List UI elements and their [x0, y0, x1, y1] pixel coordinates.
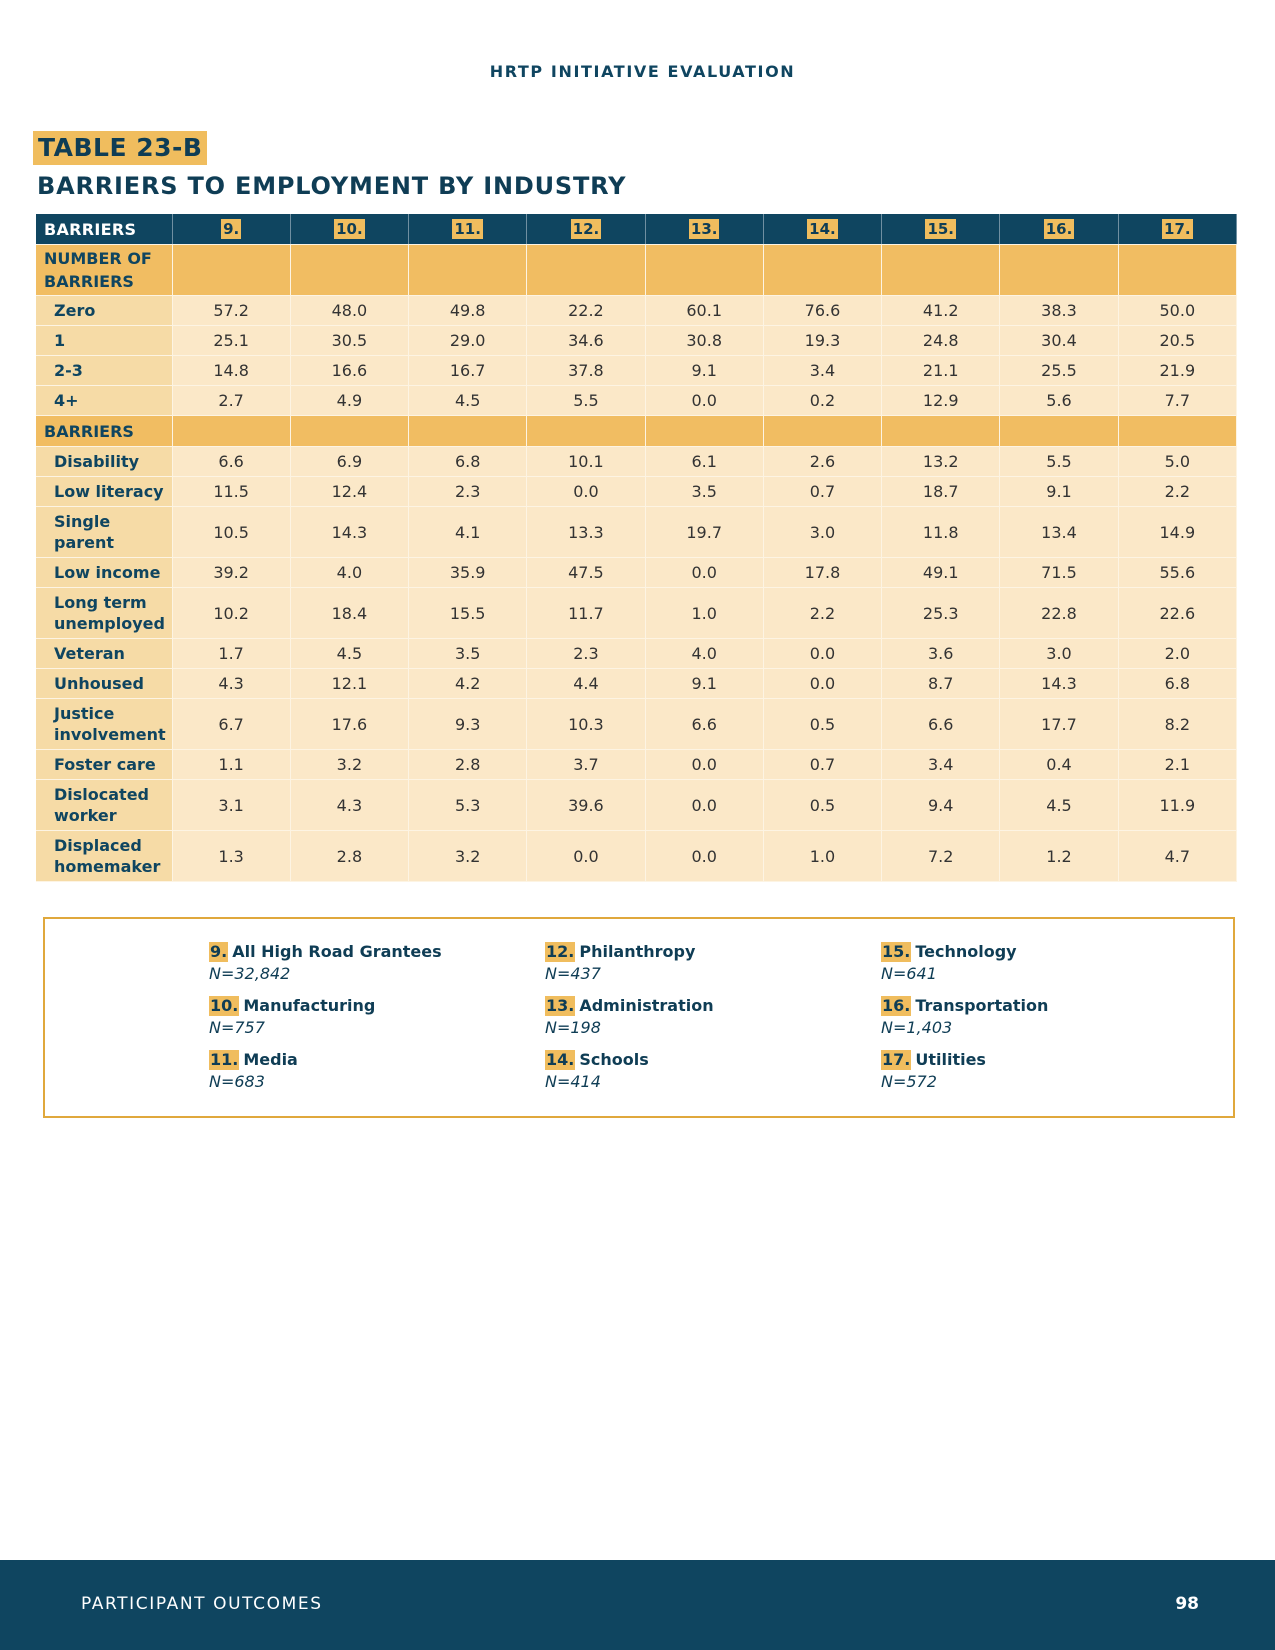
- industry-number-badge: 16.: [1045, 220, 1073, 238]
- legend-sample-size: N=437: [545, 964, 601, 983]
- value-cell: 37.8: [527, 356, 645, 386]
- column-header-industry: [882, 214, 1000, 245]
- value-cell: 13.4: [1000, 507, 1118, 558]
- value-cell: 38.3: [1000, 296, 1118, 326]
- value-cell: 10.1: [527, 447, 645, 477]
- value-cell: 30.4: [1000, 326, 1118, 356]
- table-row: [36, 750, 1237, 780]
- value-cell: 1.2: [1000, 831, 1118, 882]
- value-cell: 11.8: [882, 507, 1000, 558]
- legend-name-text: Schools: [579, 1050, 649, 1069]
- value-cell: 3.0: [1000, 639, 1118, 669]
- column-header-industry: [409, 214, 527, 245]
- value-cell: 2.2: [763, 588, 881, 639]
- value-cell: 1.0: [645, 588, 763, 639]
- legend-name-text: Utilities: [915, 1050, 986, 1069]
- section-filler-cell: [645, 245, 763, 296]
- value-cell: 22.6: [1118, 588, 1236, 639]
- table-row: [36, 507, 1237, 558]
- section-filler-cell: [763, 245, 881, 296]
- legend-name-text: Technology: [915, 942, 1017, 961]
- value-cell: 3.5: [409, 639, 527, 669]
- value-cell: 0.4: [1000, 750, 1118, 780]
- value-cell: 2.6: [763, 447, 881, 477]
- row-label: 4+: [36, 386, 172, 416]
- value-cell: 16.7: [409, 356, 527, 386]
- value-cell: 0.0: [527, 831, 645, 882]
- value-cell: 0.0: [645, 780, 763, 831]
- industry-number-badge: 14.: [809, 220, 836, 238]
- row-label: Veteran: [36, 639, 172, 669]
- value-cell: 0.0: [763, 669, 881, 699]
- value-cell: 6.6: [882, 699, 1000, 750]
- legend-name-text: Manufacturing: [243, 996, 376, 1015]
- section-filler-cell: [1000, 416, 1118, 447]
- table-row: [36, 639, 1237, 669]
- column-header-industry: [763, 214, 881, 245]
- value-cell: 4.4: [527, 669, 645, 699]
- legend-name-text: Transportation: [915, 996, 1049, 1015]
- row-label: Dislocated worker: [36, 780, 172, 831]
- value-cell: 4.5: [290, 639, 408, 669]
- industry-number-badge: 10.: [336, 220, 363, 238]
- value-cell: 21.9: [1118, 356, 1236, 386]
- value-cell: 1.3: [172, 831, 290, 882]
- column-header-industry: [1000, 214, 1118, 245]
- value-cell: 1.1: [172, 750, 290, 780]
- value-cell: 4.3: [172, 669, 290, 699]
- value-cell: 17.8: [763, 558, 881, 588]
- value-cell: 0.0: [645, 386, 763, 416]
- value-cell: 30.5: [290, 326, 408, 356]
- row-label: Displaced homemaker: [36, 831, 172, 882]
- value-cell: 6.9: [290, 447, 408, 477]
- legend-name-text: All High Road Grantees: [232, 942, 442, 961]
- value-cell: 5.6: [1000, 386, 1118, 416]
- value-cell: 25.5: [1000, 356, 1118, 386]
- value-cell: 2.0: [1118, 639, 1236, 669]
- section-filler-cell: [527, 245, 645, 296]
- value-cell: 10.3: [527, 699, 645, 750]
- value-cell: 13.3: [527, 507, 645, 558]
- legend-sample-size: N=32,842: [209, 964, 291, 983]
- barriers-table: [36, 214, 1237, 882]
- value-cell: 0.2: [763, 386, 881, 416]
- industry-number-badge: 11.: [454, 220, 481, 238]
- value-cell: 49.8: [409, 296, 527, 326]
- value-cell: 13.2: [882, 447, 1000, 477]
- value-cell: 0.0: [527, 477, 645, 507]
- section-filler-cell: [172, 245, 290, 296]
- table-row: [36, 831, 1237, 882]
- table-row: [36, 588, 1237, 639]
- section-filler-cell: [1000, 245, 1118, 296]
- value-cell: 4.0: [645, 639, 763, 669]
- legend-sample-size: N=572: [881, 1072, 937, 1091]
- value-cell: 18.7: [882, 477, 1000, 507]
- value-cell: 55.6: [1118, 558, 1236, 588]
- legend-item: [881, 1049, 1201, 1092]
- section-filler-cell: [290, 245, 408, 296]
- value-cell: 8.7: [882, 669, 1000, 699]
- value-cell: 17.6: [290, 699, 408, 750]
- legend-column: [209, 941, 529, 1103]
- value-cell: 10.2: [172, 588, 290, 639]
- row-label: Single parent: [36, 507, 172, 558]
- value-cell: 39.6: [527, 780, 645, 831]
- legend-industry-name: [209, 995, 529, 1017]
- value-cell: 22.2: [527, 296, 645, 326]
- legend-name-text: Philanthropy: [579, 942, 696, 961]
- table-row: [36, 699, 1237, 750]
- value-cell: 11.5: [172, 477, 290, 507]
- row-label: 2-3: [36, 356, 172, 386]
- table-header-row: [36, 214, 1237, 245]
- value-cell: 14.8: [172, 356, 290, 386]
- value-cell: 9.1: [645, 669, 763, 699]
- value-cell: 4.5: [409, 386, 527, 416]
- value-cell: 9.3: [409, 699, 527, 750]
- legend-item: [881, 941, 1201, 984]
- value-cell: 3.2: [409, 831, 527, 882]
- value-cell: 48.0: [290, 296, 408, 326]
- table-row: [36, 356, 1237, 386]
- value-cell: 15.5: [409, 588, 527, 639]
- value-cell: 0.0: [645, 750, 763, 780]
- legend-column: [881, 941, 1201, 1103]
- industry-number-badge: 12.: [572, 220, 600, 238]
- legend-industry-name: [545, 995, 865, 1017]
- table-title: BARRIERS TO EMPLOYMENT BY INDUSTRY: [37, 172, 627, 200]
- page-footer: [0, 1560, 1275, 1650]
- table-row: [36, 558, 1237, 588]
- legend-name-text: Administration: [579, 996, 714, 1015]
- legend-industry-name: [545, 1049, 865, 1071]
- industry-number-badge: 9.: [223, 220, 240, 238]
- value-cell: 5.5: [527, 386, 645, 416]
- value-cell: 47.5: [527, 558, 645, 588]
- value-cell: 3.6: [882, 639, 1000, 669]
- section-filler-cell: [763, 416, 881, 447]
- value-cell: 18.4: [290, 588, 408, 639]
- legend-number-badge: 15.: [882, 942, 911, 961]
- value-cell: 22.8: [1000, 588, 1118, 639]
- value-cell: 57.2: [172, 296, 290, 326]
- value-cell: 1.0: [763, 831, 881, 882]
- section-filler-cell: [645, 416, 763, 447]
- value-cell: 29.0: [409, 326, 527, 356]
- legend-number-badge: 9.: [210, 942, 228, 961]
- legend-number-badge: 13.: [546, 996, 575, 1015]
- legend-name-text: Media: [243, 1050, 298, 1069]
- value-cell: 39.2: [172, 558, 290, 588]
- value-cell: 4.3: [290, 780, 408, 831]
- value-cell: 6.7: [172, 699, 290, 750]
- value-cell: 34.6: [527, 326, 645, 356]
- legend-item: [209, 941, 529, 984]
- legend-number-badge: 12.: [546, 942, 575, 961]
- legend-sample-size: N=414: [545, 1072, 601, 1091]
- column-header-industry: [1118, 214, 1236, 245]
- section-filler-cell: [409, 245, 527, 296]
- section-label: BARRIERS: [36, 416, 172, 447]
- legend-item: [545, 1049, 865, 1092]
- column-header-industry: [290, 214, 408, 245]
- value-cell: 5.3: [409, 780, 527, 831]
- section-label: NUMBER OF BARRIERS: [36, 245, 172, 296]
- legend-number-badge: 16.: [882, 996, 911, 1015]
- column-header-industry: [527, 214, 645, 245]
- legend-number-badge: 11.: [210, 1050, 239, 1069]
- value-cell: 4.5: [1000, 780, 1118, 831]
- value-cell: 14.9: [1118, 507, 1236, 558]
- value-cell: 6.1: [645, 447, 763, 477]
- value-cell: 4.2: [409, 669, 527, 699]
- legend-sample-size: N=683: [209, 1072, 265, 1091]
- value-cell: 76.6: [763, 296, 881, 326]
- value-cell: 5.5: [1000, 447, 1118, 477]
- value-cell: 2.3: [409, 477, 527, 507]
- value-cell: 25.1: [172, 326, 290, 356]
- value-cell: 6.8: [1118, 669, 1236, 699]
- value-cell: 4.0: [290, 558, 408, 588]
- section-filler-cell: [882, 245, 1000, 296]
- value-cell: 6.6: [172, 447, 290, 477]
- legend-industry-name: [881, 941, 1201, 963]
- legend-industry-name: [881, 995, 1201, 1017]
- section-filler-cell: [172, 416, 290, 447]
- value-cell: 3.7: [527, 750, 645, 780]
- table-row: [36, 386, 1237, 416]
- value-cell: 10.5: [172, 507, 290, 558]
- running-header: HRTP INITIATIVE EVALUATION: [489, 62, 796, 81]
- row-label: Long term unemployed: [36, 588, 172, 639]
- section-filler-cell: [1118, 245, 1236, 296]
- legend-industry-name: [209, 1049, 529, 1071]
- value-cell: 3.4: [763, 356, 881, 386]
- value-cell: 9.1: [1000, 477, 1118, 507]
- value-cell: 11.9: [1118, 780, 1236, 831]
- value-cell: 2.7: [172, 386, 290, 416]
- table-row: [36, 326, 1237, 356]
- column-header-barriers: BARRIERS: [36, 214, 172, 245]
- value-cell: 50.0: [1118, 296, 1236, 326]
- value-cell: 1.7: [172, 639, 290, 669]
- legend-sample-size: N=757: [209, 1018, 265, 1037]
- legend-item: [545, 995, 865, 1038]
- value-cell: 71.5: [1000, 558, 1118, 588]
- section-filler-cell: [882, 416, 1000, 447]
- value-cell: 12.9: [882, 386, 1000, 416]
- value-cell: 4.7: [1118, 831, 1236, 882]
- legend-item: [545, 941, 865, 984]
- value-cell: 19.7: [645, 507, 763, 558]
- value-cell: 11.7: [527, 588, 645, 639]
- industry-legend: [43, 917, 1235, 1118]
- legend-sample-size: N=1,403: [881, 1018, 953, 1037]
- value-cell: 3.0: [763, 507, 881, 558]
- value-cell: 24.8: [882, 326, 1000, 356]
- section-filler-cell: [409, 416, 527, 447]
- footer-section-name: PARTICIPANT OUTCOMES: [81, 1594, 323, 1614]
- legend-number-badge: 14.: [546, 1050, 575, 1069]
- value-cell: 8.2: [1118, 699, 1236, 750]
- value-cell: 9.1: [645, 356, 763, 386]
- value-cell: 2.8: [290, 831, 408, 882]
- value-cell: 9.4: [882, 780, 1000, 831]
- value-cell: 3.4: [882, 750, 1000, 780]
- value-cell: 14.3: [290, 507, 408, 558]
- legend-industry-name: [545, 941, 865, 963]
- row-label: Justice involvement: [36, 699, 172, 750]
- value-cell: 3.5: [645, 477, 763, 507]
- row-label: Low literacy: [36, 477, 172, 507]
- row-label: Zero: [36, 296, 172, 326]
- value-cell: 6.6: [645, 699, 763, 750]
- value-cell: 20.5: [1118, 326, 1236, 356]
- legend-industry-name: [209, 941, 529, 963]
- table-number-label: TABLE 23-B: [33, 131, 207, 165]
- legend-item: [209, 1049, 529, 1092]
- legend-sample-size: N=198: [545, 1018, 601, 1037]
- value-cell: 2.1: [1118, 750, 1236, 780]
- value-cell: 0.5: [763, 780, 881, 831]
- value-cell: 4.1: [409, 507, 527, 558]
- value-cell: 2.3: [527, 639, 645, 669]
- row-label: 1: [36, 326, 172, 356]
- row-label: Low income: [36, 558, 172, 588]
- value-cell: 0.5: [763, 699, 881, 750]
- table-row: [36, 477, 1237, 507]
- legend-sample-size: N=641: [881, 964, 937, 983]
- value-cell: 35.9: [409, 558, 527, 588]
- section-filler-cell: [1118, 416, 1236, 447]
- value-cell: 0.7: [763, 750, 881, 780]
- value-cell: 0.0: [645, 558, 763, 588]
- table-row: [36, 780, 1237, 831]
- value-cell: 12.4: [290, 477, 408, 507]
- value-cell: 3.2: [290, 750, 408, 780]
- value-cell: 19.3: [763, 326, 881, 356]
- value-cell: 0.7: [763, 477, 881, 507]
- legend-number-badge: 17.: [882, 1050, 911, 1069]
- table-row: [36, 669, 1237, 699]
- legend-number-badge: 10.: [210, 996, 239, 1015]
- value-cell: 17.7: [1000, 699, 1118, 750]
- legend-industry-name: [881, 1049, 1201, 1071]
- legend-item: [209, 995, 529, 1038]
- table-body: [36, 245, 1237, 882]
- value-cell: 2.2: [1118, 477, 1236, 507]
- value-cell: 60.1: [645, 296, 763, 326]
- value-cell: 0.0: [763, 639, 881, 669]
- value-cell: 30.8: [645, 326, 763, 356]
- table-row: [36, 447, 1237, 477]
- industry-number-badge: 15.: [927, 220, 955, 238]
- column-header-industry: [172, 214, 290, 245]
- row-label: Foster care: [36, 750, 172, 780]
- row-label: Unhoused: [36, 669, 172, 699]
- legend-item: [881, 995, 1201, 1038]
- value-cell: 12.1: [290, 669, 408, 699]
- value-cell: 7.7: [1118, 386, 1236, 416]
- industry-number-badge: 13.: [690, 220, 718, 238]
- value-cell: 14.3: [1000, 669, 1118, 699]
- section-header-row: [36, 416, 1237, 447]
- value-cell: 49.1: [882, 558, 1000, 588]
- value-cell: 6.8: [409, 447, 527, 477]
- value-cell: 41.2: [882, 296, 1000, 326]
- legend-column: [545, 941, 865, 1103]
- column-header-industry: [645, 214, 763, 245]
- section-filler-cell: [527, 416, 645, 447]
- section-filler-cell: [290, 416, 408, 447]
- value-cell: 16.6: [290, 356, 408, 386]
- page-number: 98: [1175, 1594, 1199, 1614]
- value-cell: 3.1: [172, 780, 290, 831]
- value-cell: 4.9: [290, 386, 408, 416]
- value-cell: 25.3: [882, 588, 1000, 639]
- row-label: Disability: [36, 447, 172, 477]
- value-cell: 5.0: [1118, 447, 1236, 477]
- industry-number-badge: 17.: [1164, 220, 1191, 238]
- value-cell: 0.0: [645, 831, 763, 882]
- value-cell: 21.1: [882, 356, 1000, 386]
- section-header-row: [36, 245, 1237, 296]
- table-row: [36, 296, 1237, 326]
- value-cell: 2.8: [409, 750, 527, 780]
- value-cell: 7.2: [882, 831, 1000, 882]
